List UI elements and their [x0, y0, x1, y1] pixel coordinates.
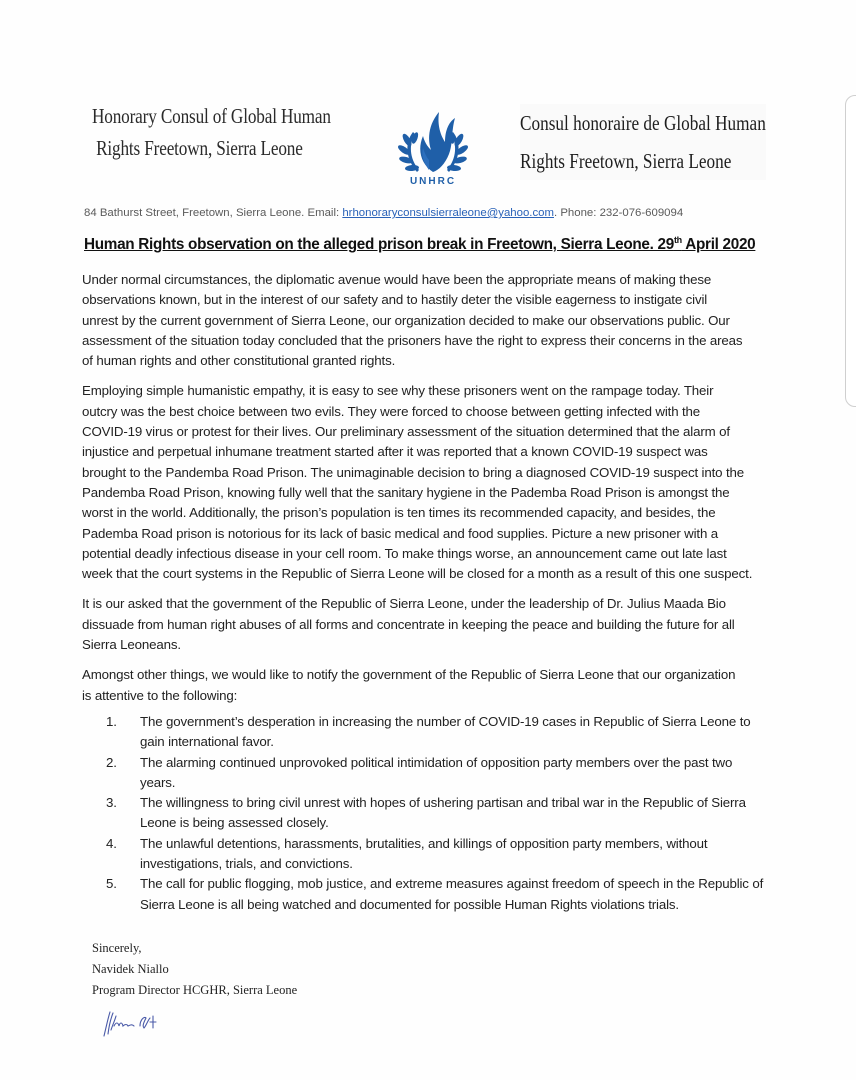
text-line: observations known, but in the interest of our safety and to hastily deter the visible eagerness to instigate civil — [82, 292, 708, 308]
text-line: potential deadly infectious disease in your cell room. To make things worse, an announcement came out late last — [82, 545, 727, 561]
text-line: Employing simple humanistic empathy, it is easy to see why these prisoners went on the rampage today. Their — [82, 383, 714, 399]
closing-block — [92, 938, 297, 1001]
text-line: unrest by the current government of Sierra Leone, our organization decided to make our observations public. Our — [82, 312, 730, 328]
logo-text: UNHRC — [409, 176, 457, 187]
text-line: Sierra Leone is all being watched and documented for possible Human Rights violations trials. — [140, 896, 679, 912]
list-number: 3. — [106, 795, 117, 811]
side-panel-edge — [845, 95, 856, 407]
concerns-list — [82, 712, 822, 915]
title-tail: April 2020 — [681, 236, 756, 254]
header-left-line-2: Rights Freetown, Sierra Leone — [96, 136, 303, 160]
text-line: gain international favor. — [140, 734, 274, 750]
handwritten-signature-icon — [100, 1008, 170, 1040]
paragraph-2 — [82, 381, 822, 584]
text-line: Sierra Leoneans. — [82, 637, 181, 653]
title-main: Human Rights observation on the alleged prison break in Freetown, Sierra Leone. 29 — [84, 236, 674, 254]
text-line: Under normal circumstances, the diplomatic avenue would have been the appropriate means of making these — [82, 272, 712, 287]
text-line: week that the court systems in the Republic of Sierra Leone will be closed for a month as a result of this one suspect. — [82, 566, 753, 582]
text-line: investigations, trials, and convictions. — [140, 856, 353, 872]
text-line: The willingness to bring civil unrest with hopes of ushering partisan and tribal war in the Republic of Sierra — [140, 795, 746, 811]
list-number: 1. — [106, 713, 117, 729]
text-line: Pademba Road prison is notorious for its lack of basic medical and food supplies. Picture a new prisoner with a — [82, 525, 718, 541]
document-title — [84, 235, 755, 254]
text-line: The call for public flogging, mob justice, and extreme measures against freedom of speech in the Republic of — [140, 876, 764, 892]
contact-email-link[interactable]: hrhonoraryconsulsierraleone@yahoo.com — [342, 207, 554, 219]
header-left-line-1: Honorary Consul of Global Human — [92, 104, 331, 128]
paragraph-1 — [82, 270, 822, 371]
header-english-title — [92, 100, 331, 164]
text-line: outcry was the best choice between two evils. They were forced to choose between getting infected with the — [82, 403, 701, 419]
title-ordinal-suffix: th — [673, 235, 682, 245]
header-right-line-2: Rights Freetown, Sierra Leone — [520, 149, 732, 173]
text-line: dissuade from human right abuses of all forms and concentrate in keeping the peace and building the future for all — [82, 616, 735, 632]
text-line: is attentive to the following: — [82, 687, 238, 703]
list-item — [82, 753, 822, 794]
list-item — [82, 793, 822, 834]
text-line: Pandemba Road Prison, knowing fully well that the sanitary hygiene in the Pademba Road Prison is amongst the — [82, 484, 730, 500]
salutation: Sincerely, — [92, 941, 142, 955]
text-line: It is our asked that the government of the Republic of Sierra Leone, under the leadership of Dr. Julius Maada Bio — [82, 596, 726, 612]
document-body — [82, 270, 822, 915]
text-line: injustice and perpetual inhumane treatment started after it was reported that a known COVID-19 suspect was — [82, 444, 708, 460]
list-item — [82, 712, 822, 753]
contact-phone: . Phone: 232-076-609094 — [553, 207, 684, 219]
header-right-line-1: Consul honoraire de Global Human — [520, 111, 766, 135]
signatory-name: Navidek Niallo — [92, 962, 169, 976]
list-item — [82, 834, 822, 875]
text-line: of human rights and other constitutional granted rights. — [82, 353, 396, 369]
text-line: COVID-19 virus or protest for their lives. Our preliminary assessment of the situation determined that the alarm of — [82, 424, 730, 440]
header-french-title — [520, 104, 766, 180]
paragraph-3 — [82, 594, 822, 655]
text-line: years. — [140, 774, 176, 790]
paragraph-4 — [82, 665, 822, 706]
list-number: 2. — [106, 754, 117, 770]
text-line: assessment of the situation today concluded that the prisoners have the right to express their concerns in the areas — [82, 332, 743, 348]
text-line: The unlawful detentions, harassments, brutalities, and killings of opposition party members, without — [140, 835, 708, 851]
contact-line — [84, 207, 844, 219]
text-line: Amongst other things, we would like to notify the government of the Republic of Sierra Leone that our organization — [82, 667, 736, 683]
contact-address: 84 Bathurst Street, Freetown, Sierra Leone. Email: — [84, 207, 343, 219]
text-line: The alarming continued unprovoked political intimidation of opposition party members over the past two — [140, 754, 733, 770]
list-number: 5. — [106, 876, 117, 892]
text-line: The government’s desperation in increasing the number of COVID-19 cases in Republic of Sierra Leone to — [140, 713, 751, 729]
list-item — [82, 874, 822, 915]
text-line: brought to the Pandemba Road Prison. The unimaginable decision to bring a diagnosed COVID-19 suspect into the — [82, 464, 744, 480]
list-number: 4. — [106, 835, 117, 851]
text-line: Leone is being assessed closely. — [140, 815, 329, 831]
text-line: worst in the world. Additionally, the prison’s population is ten times its recommended capacity, and besides, the — [82, 505, 716, 521]
signatory-role: Program Director HCGHR, Sierra Leone — [92, 983, 298, 997]
